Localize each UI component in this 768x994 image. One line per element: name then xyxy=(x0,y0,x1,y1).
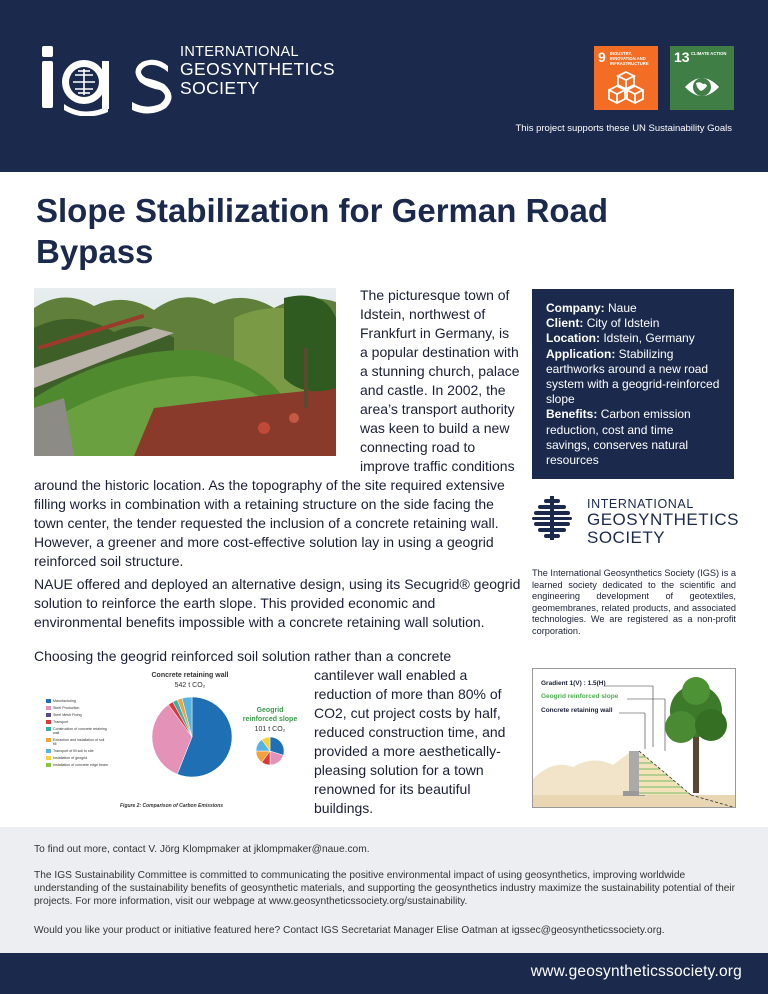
sdg9-label: INDUSTRY, INNOVATION AND INFRASTRUCTURE xyxy=(610,51,649,66)
legend-label: Manufacturing xyxy=(53,699,76,703)
legend-label: Steel Production xyxy=(53,706,80,710)
igs-logo xyxy=(40,44,180,116)
gradient-label: Gradient 1(V) : 1.5(H) xyxy=(541,680,606,687)
igs-description: The International Geosynthetics Society (IGS) is a learned society dedicated to the scientific and engineering development of geotextiles, geomembranes, related products, and associated technologies. We are registered as a non-profit corporation. xyxy=(532,568,736,636)
footer-bar xyxy=(0,953,768,994)
chart-title-left: Concrete retaining wall xyxy=(151,672,229,679)
legend-label: Transport xyxy=(53,720,69,724)
legend-label: Construction of concrete retaining wall xyxy=(53,727,107,735)
org-name-line1: INTERNATIONAL xyxy=(180,44,299,60)
sdg13-number: 13 xyxy=(674,49,690,65)
legend-swatch xyxy=(46,713,51,717)
igs-globe-icon xyxy=(532,496,572,540)
chart-legend xyxy=(46,699,108,770)
feature-text: Would you like your product or initiative featured here? Contact IGS Secretariat Manager Elise Oatman at igssec@geosyntheticssociety.org. xyxy=(34,925,665,936)
legend-swatch xyxy=(46,720,51,724)
cubes-icon xyxy=(608,70,644,104)
legend-swatch xyxy=(46,749,51,753)
location-label: Location: xyxy=(546,331,600,346)
igs-wordmark-line2: GEOSYNTHETICS xyxy=(587,510,739,529)
naue-paragraph: NAUE offered and deployed an alternative design, using its Secugrid® geogrid solution to reinforce the earth slope. This provided economic and environmental benefits impossible with a concrete retaining wall solution. xyxy=(34,576,521,630)
legend-label: Extraction and installation of soil fill xyxy=(53,738,105,746)
chart-value-right: 101 t CO₂ xyxy=(254,726,286,733)
org-name-line3: SOCIETY xyxy=(180,78,260,98)
legend-item xyxy=(46,713,108,717)
legend-label: Transport of fill soil to site xyxy=(53,749,94,753)
sdg13-badge xyxy=(670,46,734,110)
chart-value-left: 542 t CO₂ xyxy=(174,682,206,689)
slope-cross-section-figure xyxy=(532,668,736,808)
result-paragraph-line1 xyxy=(34,647,524,666)
footer-info xyxy=(0,827,768,953)
legend-label: Installation of concrete edge beam xyxy=(53,763,108,767)
page-title: Slope Stabilization for German Road Bypass xyxy=(36,192,609,270)
client-value: City of Idstein xyxy=(586,316,660,331)
benefits-value: Carbon emission reduction, cost and time savings, conserves natural resources xyxy=(546,407,691,468)
legend-item xyxy=(46,763,108,767)
org-name-line2: GEOSYNTHETICS xyxy=(180,59,335,79)
legend-item xyxy=(46,727,108,735)
chart-title-right-2: reinforced slope xyxy=(242,716,298,723)
project-info-box xyxy=(532,289,734,479)
carbon-comparison-figure xyxy=(34,669,306,811)
intro-paragraph-container xyxy=(34,286,520,571)
result-paragraph-first-line: Choosing the geogrid reinforced soil solution rather than a concrete xyxy=(34,648,452,664)
geogrid-label: Geogrid reinforced slope xyxy=(541,693,619,700)
header-banner xyxy=(0,0,768,172)
sdg9-badge xyxy=(594,46,658,110)
website-link[interactable]: www.geosyntheticssociety.org xyxy=(530,963,742,980)
photo-spacer xyxy=(34,286,360,464)
pie-chart-concrete xyxy=(152,697,232,777)
intro-paragraph: The picturesque town of Idstein, northwest of Frankfurt in Germany, is a popular destination with a stunning church, palace and castle. In 2002, the area’s transport authority was keen to build a new connecting road to improve traffic conditions around the historic location. As the topography of the site required extensive filling works in combination with a retaining structure on the side facing the town center, the tender requested the inclusion of a concrete retaining wall. However, a greener and more cost-effective solution lay in using a geogrid reinforced soil structure. xyxy=(34,287,520,569)
figure-caption: Figure 2: Comparison of Carbon Emissions xyxy=(120,803,224,809)
benefits-label: Benefits: xyxy=(546,407,598,422)
slope-diagram xyxy=(533,669,736,808)
legend-item xyxy=(46,749,108,753)
sdg13-label: CLIMATE ACTION xyxy=(691,51,727,56)
legend-item xyxy=(46,720,108,724)
org-name xyxy=(180,45,335,98)
eye-globe-icon xyxy=(684,70,720,104)
igs-wordmark-line1: INTERNATIONAL xyxy=(587,497,694,511)
legend-swatch xyxy=(46,706,51,710)
legend-item xyxy=(46,699,108,703)
legend-swatch xyxy=(46,763,51,767)
legend-item xyxy=(46,706,108,710)
client-label: Client: xyxy=(546,316,584,331)
igs-wordmark-line3: SOCIETY xyxy=(587,528,666,547)
concrete-label: Concrete retaining wall xyxy=(541,707,613,714)
application-label: Application: xyxy=(546,346,616,361)
company-value: Naue xyxy=(608,301,637,315)
legend-label: Steel Mesh Fixing xyxy=(53,713,82,717)
legend-label: Installation of geogrid xyxy=(53,756,88,760)
location-value: Idstein, Germany xyxy=(603,331,695,346)
chart-title-right-1: Geogrid xyxy=(256,707,284,714)
legend-item xyxy=(46,756,108,760)
igs-wordmark xyxy=(587,497,739,547)
legend-swatch xyxy=(46,727,51,731)
legend-swatch xyxy=(46,756,51,760)
legend-swatch xyxy=(46,699,51,703)
sdg9-number: 9 xyxy=(598,49,606,65)
contact-text: To find out more, contact V. Jörg Klompmaker at jklompmaker@naue.com. xyxy=(34,844,370,855)
company-label: Company: xyxy=(546,301,605,315)
pie-chart-geogrid xyxy=(256,737,284,765)
application-value: Stabilizing earthworks around a new road system with a geogrid-reinforced slope xyxy=(546,346,720,407)
legend-item xyxy=(46,738,108,746)
legend-swatch xyxy=(46,738,51,742)
result-paragraph-rest: cantilever wall enabled a reduction of more than 80% of CO2, cut project costs by half, reduced construction time, and provided a more aesthetically-pleasing solution for a town renowned for its beautiful buildings. xyxy=(314,667,506,816)
committee-text: The IGS Sustainability Committee is committed to communicating the positive environmental impact of using geosynthetics, improving worldwide understanding of the sustainability benefits of geosynthetic materials, and supporting the geosynthetics industry maximize the sustainability potential of their projects. For more information, visit our webpage at www.geosyntheticssociety.org/sustainability. xyxy=(34,870,736,908)
goals-note: This project supports these UN Sustainability Goals xyxy=(515,123,732,134)
